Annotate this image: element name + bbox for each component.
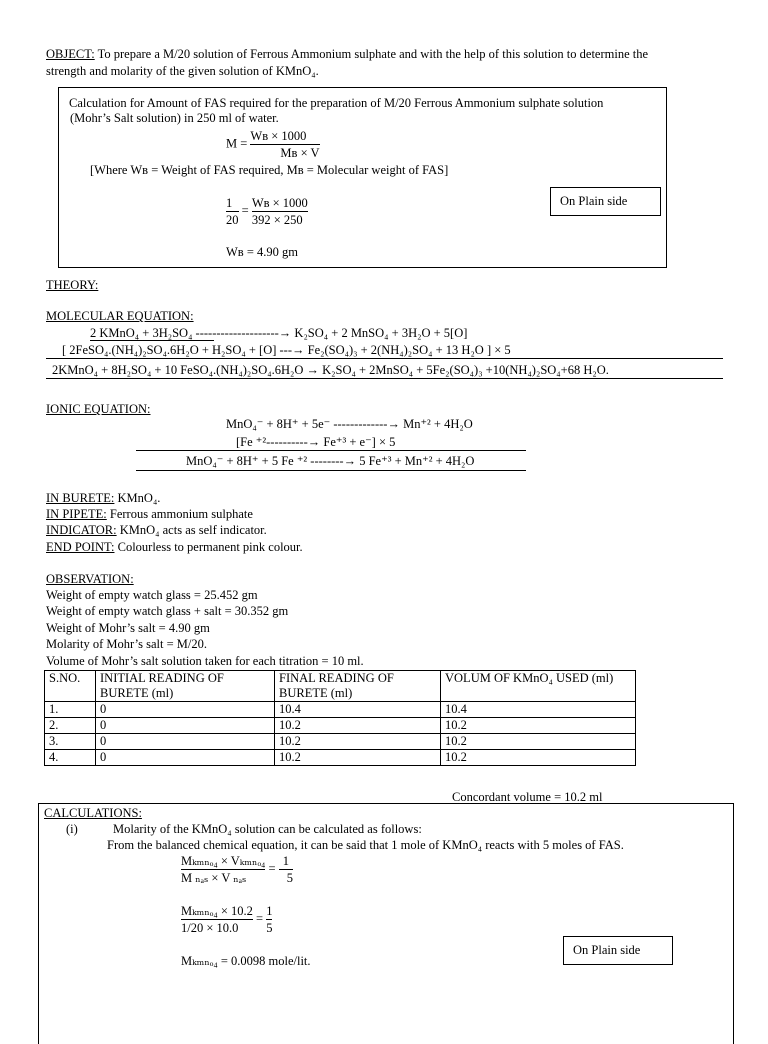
fas-formula-1: [226, 128, 320, 161]
calc-formula-1-left-den: M ₙₐₛ × V ₙₐₛ: [181, 871, 247, 885]
calc-formula-2-right-num: 1: [266, 904, 273, 918]
table-cell: 10.2: [275, 718, 441, 734]
table-cell: 0: [96, 750, 275, 766]
molecular-equation-1: 2 KMnO₄ + 3H₂SO₄ --------------------→ K₂SO₄ + 2 MnSO₄ + 3H₂O + 5[O]: [90, 326, 468, 340]
calc-formula-1-left: [181, 853, 265, 886]
endpoint-line: [46, 539, 303, 555]
table-cell: 0: [96, 718, 275, 734]
table-cell: 10.2: [441, 734, 636, 750]
table-row: [45, 750, 636, 766]
molecular-sum-line: [46, 358, 723, 359]
table-cell: 1.: [45, 702, 96, 718]
ionic-equation-3: MnO₄⁻ + 8H⁺ + 5 Fe ⁺² --------→ 5 Fe⁺³ + Mn⁺² + 4H₂O: [186, 454, 475, 468]
molecular-sum-underline: [46, 378, 723, 379]
table-header-sno: S.NO.: [45, 671, 96, 702]
ionic-sum-line: [136, 450, 526, 451]
concordant-volume: Concordant volume = 10.2 ml: [452, 790, 603, 804]
burete-value: KMnO₄.: [114, 491, 161, 505]
pipete-label: IN PIPETE:: [46, 507, 107, 521]
table-cell: 10.2: [441, 718, 636, 734]
calc-formula-2: [181, 903, 272, 936]
fas-formula-1-denominator: Mʙ × V: [280, 146, 320, 160]
ionic-sum-underline: [136, 470, 526, 471]
calc-formula-2-left-num: Mₖₘₙₒ₄ × 10.2: [181, 904, 253, 918]
fas-formula-2-left-fraction: [226, 195, 239, 228]
object-text-1: To prepare a M/20 solution of Ferrous Ammonium sulphate and with the help of this solution to determine the: [94, 47, 649, 61]
table-header-initial: INITIAL READING OF BURETE (ml): [96, 671, 275, 702]
fas-formula-2: [226, 195, 308, 228]
ionic-equation-1: MnO₄⁻ + 8H⁺ + 5e⁻ -------------→ Mn⁺² + 4H₂O: [226, 417, 473, 431]
observation-line: Weight of empty watch glass + salt = 30.352 gm: [46, 604, 289, 618]
fas-box-line-2: (Mohr’s Salt solution) in 250 ml of water.: [70, 111, 279, 125]
fas-formula-2-left-num: 1: [226, 195, 239, 212]
calc-formula-2-equals: =: [252, 911, 267, 926]
table-cell: 10.2: [441, 750, 636, 766]
fas-formula-2-equals: =: [238, 203, 252, 218]
observation-line: Volume of Mohr’s salt solution taken for each titration = 10 ml.: [46, 654, 364, 668]
indicator-line: [46, 522, 267, 538]
table-cell: 10.4: [275, 702, 441, 718]
calc-formula-1-left-num: Mₖₘₙₒ₄ × Vₖₘₙₒ₄: [181, 854, 266, 868]
ionic-equation-2: [Fe ⁺²----------→ Fe⁺³ + e⁻] × 5: [236, 435, 396, 449]
molecular-equation-3: 2KMnO₄ + 8H₂SO₄ + 10 FeSO₄.(NH₄)₂SO₄.6H₂O → K₂SO₄ + 2MnSO₄ + 5Fe₂(SO₄)₃ +10(NH₄)₂SO₄+68 H₂O.: [52, 363, 609, 377]
calc-formula-1-equals: =: [265, 861, 279, 876]
calc-item-number: (i): [66, 822, 78, 836]
table-row: [45, 718, 636, 734]
table-cell: 0: [96, 702, 275, 718]
calculations-heading: CALCULATIONS:: [44, 806, 142, 820]
calc-formula-2-right: [266, 903, 272, 936]
observation-heading: OBSERVATION:: [46, 572, 134, 586]
observation-table: [44, 670, 636, 766]
object-label: OBJECT:: [46, 47, 95, 61]
fas-formula-2-left-den: 20: [226, 213, 239, 227]
calc-item-text-2: From the balanced chemical equation, it can be said that 1 mole of KMnO₄ reacts with 5 moles of FAS.: [107, 838, 624, 852]
fas-result: Wʙ = 4.90 gm: [226, 245, 298, 259]
molecular-equation-heading: MOLECULAR EQUATION:: [46, 309, 194, 323]
table-header-row: [45, 671, 636, 702]
table-cell: 10.4: [441, 702, 636, 718]
table-cell: 4.: [45, 750, 96, 766]
mol-eq-1-underline: [90, 340, 214, 341]
calc-formula-1-right: [279, 853, 293, 886]
calc-formula-1: [181, 853, 293, 886]
observation-line: Weight of empty watch glass = 25.452 gm: [46, 588, 258, 602]
calc-formula-1-right-den: 5: [286, 871, 293, 885]
table-cell: 2.: [45, 718, 96, 734]
fas-formula-1-fraction: [250, 128, 319, 161]
fas-formula-1-lhs: M =: [226, 136, 251, 151]
object-line-1: [46, 46, 648, 62]
calc-formula-2-left-den: 1/20 × 10.0: [181, 921, 239, 935]
indicator-value: KMnO₄ acts as self indicator.: [116, 523, 267, 537]
observation-line: Molarity of Mohr’s salt = M/20.: [46, 637, 207, 651]
table-header-volume: VOLUM OF KMnO₄ USED (ml): [441, 671, 636, 702]
calc-item-text: Molarity of the KMnO₄ solution can be calculated as follows:: [113, 822, 422, 836]
fas-formula-2-right-fraction: [252, 195, 308, 228]
calc-formula-2-right-den: 5: [266, 921, 273, 935]
plain-side-label-1: On Plain side: [560, 194, 628, 208]
plain-side-label-2: On Plain side: [573, 943, 641, 957]
fas-formula-1-numerator: Wʙ × 1000: [250, 128, 319, 145]
indicator-label: INDICATOR:: [46, 523, 117, 537]
endpoint-value: Colourless to permanent pink colour.: [114, 540, 303, 554]
table-cell: 10.2: [275, 750, 441, 766]
burete-line: [46, 490, 160, 506]
pipete-value: Ferrous ammonium sulphate: [106, 507, 253, 521]
molecular-equation-2: [ 2FeSO₄.(NH₄)₂SO₄.6H₂O + H₂SO₄ + [O] ---→ Fe₂(SO₄)₃ + 2(NH₄)₂SO₄ + 13 H₂O ] × 5: [62, 343, 511, 357]
observation-line: Weight of Mohr’s salt = 4.90 gm: [46, 621, 210, 635]
table-header-final: FINAL READING OF BURETE (ml): [275, 671, 441, 702]
fas-box-line-1: Calculation for Amount of FAS required for the preparation of M/20 Ferrous Ammonium sulphate solution: [69, 96, 604, 110]
fas-formula-2-right-den: 392 × 250: [251, 213, 303, 227]
table-cell: 10.2: [275, 734, 441, 750]
calc-formula-1-right-num: 1: [279, 853, 293, 870]
calc-result: Mₖₘₙₒ₄ = 0.0098 mole/lit.: [181, 954, 311, 968]
table-row: [45, 734, 636, 750]
fas-formula-2-right-num: Wʙ × 1000: [251, 196, 308, 210]
theory-heading: THEORY:: [46, 278, 99, 292]
table-row: [45, 702, 636, 718]
calc-formula-2-left: [181, 903, 253, 936]
burete-label: IN BURETE:: [46, 491, 115, 505]
fas-where-note: [Where Wʙ = Weight of FAS required, Mʙ = Molecular weight of FAS]: [90, 163, 449, 177]
object-line-2: strength and molarity of the given solution of KMnO₄.: [46, 64, 319, 78]
pipete-line: [46, 506, 253, 522]
table-cell: 0: [96, 734, 275, 750]
ionic-equation-heading: IONIC EQUATION:: [46, 402, 151, 416]
table-cell: 3.: [45, 734, 96, 750]
endpoint-label: END POINT:: [46, 540, 115, 554]
